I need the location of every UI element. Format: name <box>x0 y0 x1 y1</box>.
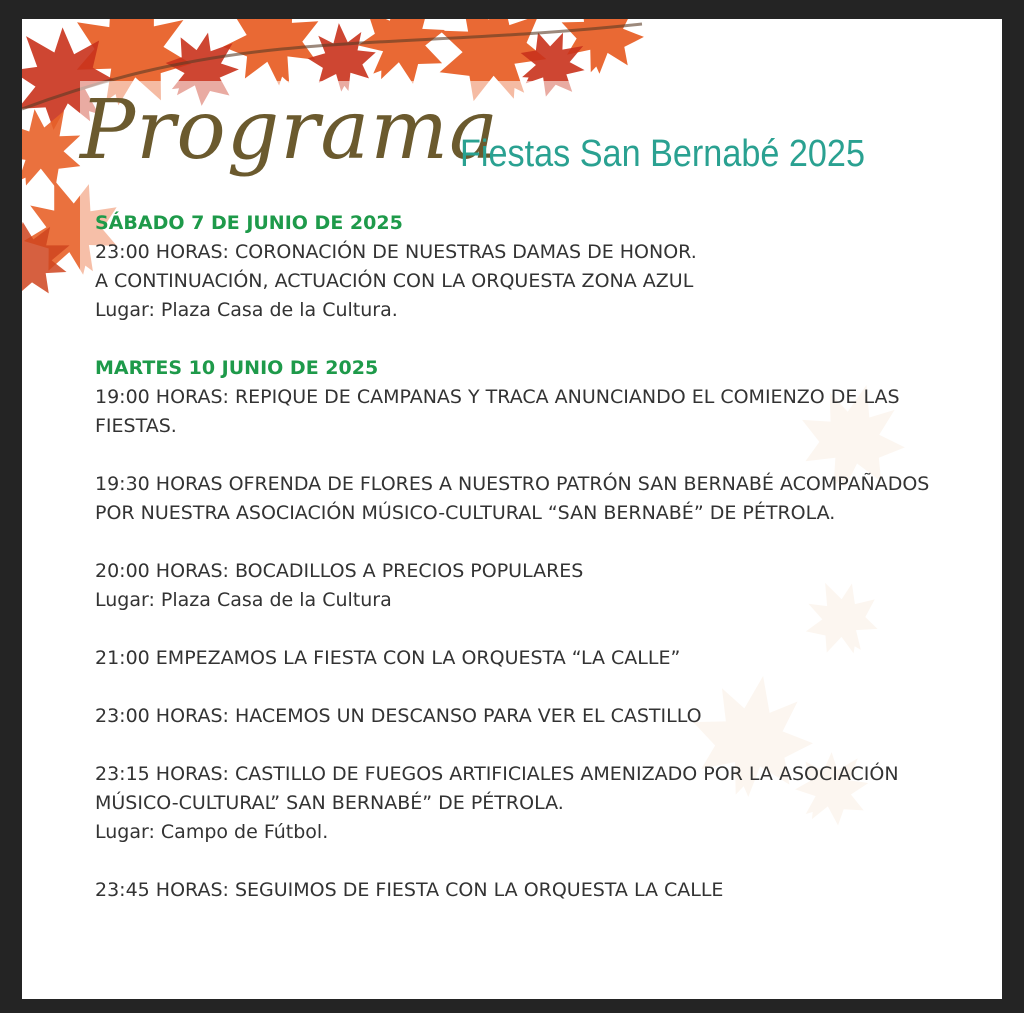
section-title: MARTES 10 JUNIO DE 2025 <box>95 357 379 379</box>
event-item: 23:45 HORAS: SEGUIMOS DE FIESTA CON LA ORQUESTA LA CALLE <box>95 879 724 901</box>
event-item: 23:00 HORAS: HACEMOS UN DESCANSO PARA VER EL CASTILLO <box>95 705 702 727</box>
event-item: 23:15 HORAS: CASTILLO DE FUEGOS ARTIFICIALES AMENIZADO POR LA ASOCIACIÓN MÚSICO-CULTURAL” SAN BERNABÉ” DE PÉTROLA. Lugar: Campo de Fútbol. <box>95 763 899 843</box>
section-spacer <box>95 325 975 354</box>
event-item: 20:00 HORAS: BOCADILLOS A PRECIOS POPULARES Lugar: Plaza Casa de la Cultura <box>95 560 584 611</box>
page-title: Programa <box>80 83 499 178</box>
section-tuesday <box>95 354 975 905</box>
event-item: 21:00 EMPEZAMOS LA FIESTA CON LA ORQUESTA “LA CALLE” <box>95 647 681 669</box>
program-content <box>95 209 975 905</box>
page-subtitle: Fiestas San Bernabé 2025 <box>460 133 865 175</box>
program-page <box>22 19 1002 999</box>
event-item: 19:00 HORAS: REPIQUE DE CAMPANAS Y TRACA ANUNCIANDO EL COMIENZO DE LAS FIESTAS. <box>95 386 900 437</box>
page-header <box>80 81 960 191</box>
event-item: 23:00 HORAS: CORONACIÓN DE NUESTRAS DAMAS DE HONOR. A CONTINUACIÓN, ACTUACIÓN CON LA ORQUESTA ZONA AZUL Lugar: Plaza Casa de la Cultura. <box>95 241 697 321</box>
event-item: 19:30 HORAS OFRENDA DE FLORES A NUESTRO PATRÓN SAN BERNABÉ ACOMPAÑADOS POR NUESTRA ASOCIACIÓN MÚSICO-CULTURAL “SAN BERNABÉ” DE PÉTROLA. <box>95 473 930 524</box>
section-title: SÁBADO 7 DE JUNIO DE 2025 <box>95 212 403 234</box>
section-saturday <box>95 209 975 325</box>
